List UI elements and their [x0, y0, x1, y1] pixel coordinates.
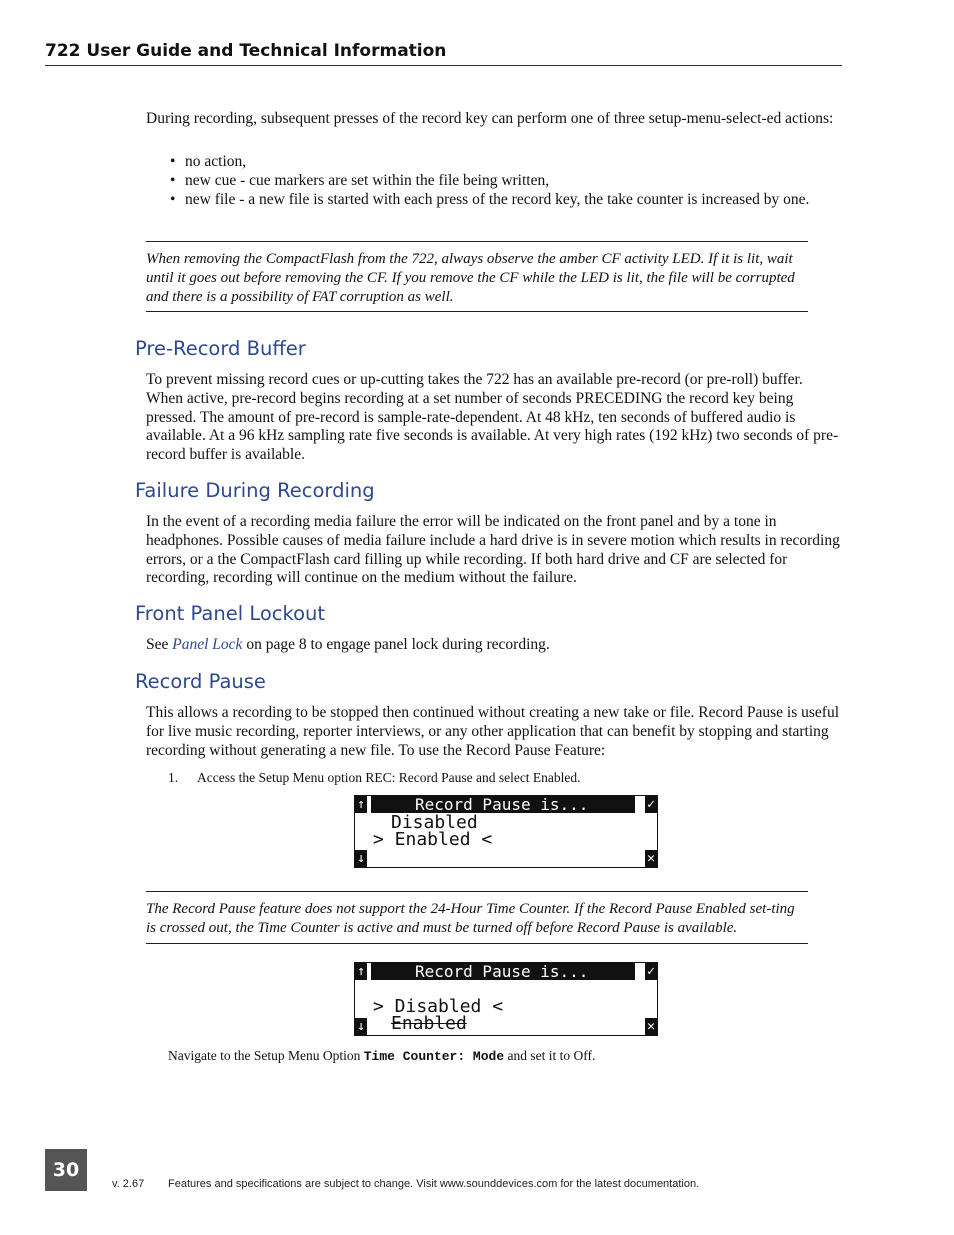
footer-notice: Features and specifications are subject to change. Visit www.sounddevices.com for the latest documentation.	[168, 1178, 700, 1190]
list-item: • new file - a new file is started with each press of the record key, the take counter is increased by one.	[168, 191, 842, 210]
lcd-title-bar	[371, 963, 635, 980]
lcd-option-disabled: Disabled	[391, 812, 478, 833]
list-item: • new cue - cue markers are set within the file being written,	[168, 172, 842, 191]
down-arrow-icon: ↓	[355, 1018, 367, 1035]
lcd-record-pause-enabled	[354, 795, 658, 868]
navigate-text-pre: Navigate to the Setup Menu Option	[168, 1048, 364, 1063]
checkmark-icon: ✓	[645, 963, 657, 980]
section-heading-pre-record: Pre-Record Buffer	[135, 337, 306, 360]
running-header: 722 User Guide and Technical Information	[45, 41, 842, 66]
version-label: v. 2.67	[112, 1178, 145, 1190]
lockout-text-post: on page 8 to engage panel lock during recording.	[242, 636, 550, 653]
lockout-text-pre: See	[146, 636, 173, 653]
list-item: • no action,	[168, 153, 842, 172]
note-text: When removing the CompactFlash from the 722, always observe the amber CF activity LED. If it is lit, wait until it goes out before removing the CF. If you remove the CF while the LED is lit, the file will be corrupted and there is a possibility of FAT corruption as well.	[146, 251, 795, 305]
menu-option-code: Time Counter: Mode	[363, 1049, 505, 1064]
note-text: The Record Pause feature does not support the 24-Hour Time Counter. If the Record Pause Enabled set-ting is crossed out, the Time Counter is active and must be turned off before Record Pause is available.	[146, 901, 795, 936]
up-arrow-icon: ↑	[355, 796, 367, 813]
x-icon: ✕	[645, 1018, 657, 1035]
section-heading-record-pause: Record Pause	[135, 670, 266, 693]
intro-paragraph: During recording, subsequent presses of the record key can perform one of three setup-menu-select-ed actions:	[146, 110, 834, 127]
step-text: Access the Setup Menu option REC: Record Pause and select Enabled.	[197, 770, 581, 785]
checkmark-icon: ✓	[645, 796, 657, 813]
lcd-title-bar	[371, 796, 635, 813]
up-arrow-icon: ↑	[355, 963, 367, 980]
record-key-action-list	[168, 153, 842, 209]
navigate-instruction	[168, 1048, 848, 1064]
lcd-option-enabled-selected: > Enabled <	[373, 829, 493, 850]
x-icon: ✕	[645, 850, 657, 867]
section-heading-failure: Failure During Recording	[135, 479, 375, 502]
failure-paragraph: In the event of a recording media failure the error will be indicated on the front panel and by a tone in headphones. Possible causes of media failure include a hard drive is in severe motion which results in recording errors, or a the CompactFlash card filling up while recording. If both hard drive and CF are selected for recording, recording will continue on the medium without the failure.	[146, 513, 840, 587]
record-pause-paragraph: This allows a recording to be stopped then continued without creating a new take or file. Record Pause is useful for live music recording, reporter interviews, or any other application that can benefit by stopping and starting recording without generating a new file. To use the Record Pause Feature:	[146, 704, 840, 759]
lcd-record-pause-disabled	[354, 962, 658, 1036]
down-arrow-icon: ↓	[355, 850, 367, 867]
page-number: 30	[45, 1149, 87, 1191]
section-heading-lockout: Front Panel Lockout	[135, 602, 326, 625]
lockout-paragraph	[146, 636, 842, 655]
lcd-title: Record Pause is...	[415, 795, 589, 814]
step-number: 1.	[168, 770, 179, 785]
panel-lock-link[interactable]: Panel Lock	[172, 636, 243, 653]
pre-record-paragraph: To prevent missing record cues or up-cutting takes the 722 has an available pre-record (or pre-roll) buffer. When active, pre-record begins recording at a set number of seconds PRECEDING the record key being pressed. The amount of pre-record is sample-rate-dependent. At 48 kHz, ten seconds of buffered audio is available. At a 96 kHz sampling rate five seconds is available. At very high rates (192 kHz) two seconds of pre-record buffer is available.	[146, 371, 839, 464]
lcd-title: Record Pause is...	[415, 962, 589, 981]
time-counter-note	[146, 891, 808, 944]
cf-removal-note	[146, 241, 808, 312]
lcd-option-disabled-selected: > Disabled <	[373, 996, 504, 1017]
navigate-text-post: and set it to Off.	[504, 1048, 596, 1063]
lcd-option-enabled-crossed-out: Enabled	[391, 1013, 467, 1034]
